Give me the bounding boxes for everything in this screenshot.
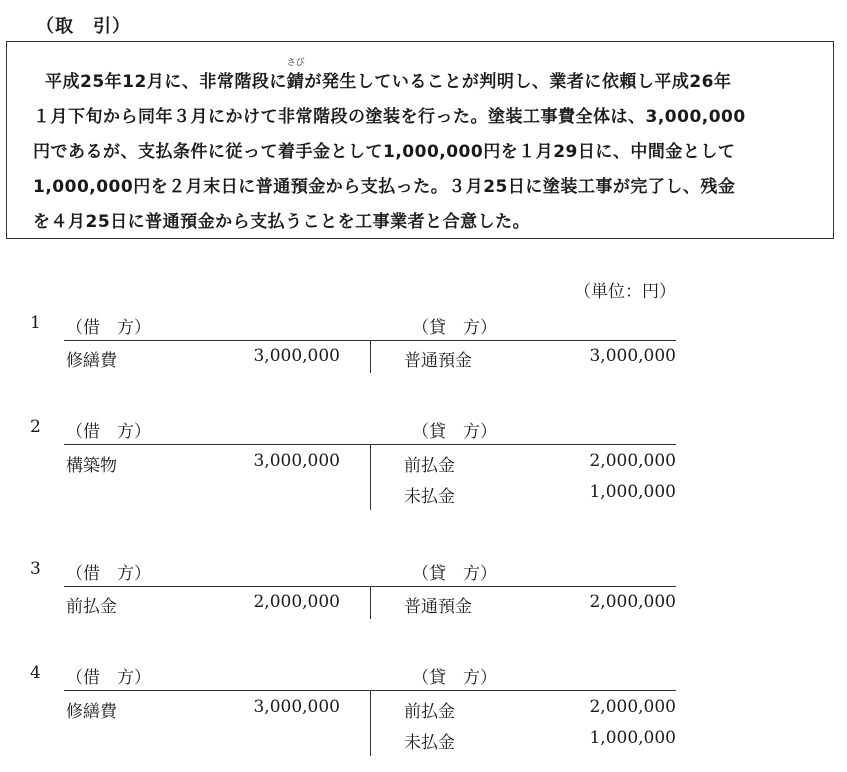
- credit-account: 普通預金: [404, 351, 472, 371]
- debit-amount: 3,000,000: [253, 451, 340, 471]
- debit-account: 構築物: [66, 456, 117, 476]
- credit-header: （貸 方）: [412, 318, 497, 338]
- ruby-annotated-kanji: [286, 58, 305, 92]
- t-account-vertical-rule: [370, 444, 371, 510]
- debit-account: 修繕費: [66, 351, 117, 371]
- debit-account: 前払金: [66, 597, 117, 617]
- debit-amount: 2,000,000: [253, 592, 340, 612]
- credit-account: 前払金: [404, 456, 455, 476]
- transaction-line-1: [45, 58, 732, 92]
- unit-label: （単位：円）: [574, 282, 676, 302]
- transaction-line-2: １月下旬から同年３月にかけて非常階段の塗装を行った。塗装工事費全体は、3,000,000: [33, 107, 746, 127]
- credit-header: （貸 方）: [412, 564, 497, 584]
- credit-amount: 1,000,000: [589, 728, 676, 748]
- answer-option-1[interactable]: [0, 310, 847, 380]
- credit-header: （貸 方）: [412, 668, 497, 688]
- credit-account: 前払金: [404, 702, 455, 722]
- transaction-line-1-start: 平成25年12月に、非常階段に: [45, 72, 287, 92]
- option-number: 2: [30, 417, 41, 437]
- option-number: 1: [30, 313, 41, 333]
- credit-account: 未払金: [404, 733, 455, 753]
- transaction-line-3: 円であるが、支払条件に従って着手金として1,000,000円を１月29日に、中間金として: [33, 142, 736, 162]
- answer-option-3[interactable]: [0, 556, 847, 626]
- option-number: 4: [30, 663, 41, 683]
- t-account-vertical-rule: [370, 340, 371, 373]
- debit-header: （借 方）: [66, 564, 151, 584]
- answer-option-4[interactable]: [0, 660, 847, 760]
- transaction-line-5: を４月25日に普通預金から支払うことを工事業者と合意した。: [33, 212, 531, 232]
- credit-amount: 2,000,000: [589, 451, 676, 471]
- answer-option-2[interactable]: [0, 414, 847, 514]
- credit-amount: 1,000,000: [589, 482, 676, 502]
- debit-amount: 3,000,000: [253, 697, 340, 717]
- debit-amount: 3,000,000: [253, 346, 340, 366]
- credit-amount: 3,000,000: [589, 346, 676, 366]
- credit-amount: 2,000,000: [589, 697, 676, 717]
- credit-amount: 2,000,000: [589, 592, 676, 612]
- option-number: 3: [30, 559, 41, 579]
- transaction-line-4: 1,000,000円を２月末日に普通預金から支払った。３月25日に塗装工事が完了し、残金: [33, 177, 736, 197]
- ruby-reading: さび: [286, 58, 305, 68]
- debit-account: 修繕費: [66, 702, 117, 722]
- credit-account: 普通預金: [404, 597, 472, 617]
- transaction-line-1-end: が発生していることが判明し、業者に依頼し平成26年: [304, 72, 732, 92]
- section-heading: （取 引）: [36, 16, 131, 37]
- debit-header: （借 方）: [66, 318, 151, 338]
- debit-header: （借 方）: [66, 668, 151, 688]
- ruby-base: 錆: [286, 72, 305, 92]
- t-account-vertical-rule: [370, 690, 371, 756]
- credit-account: 未払金: [404, 487, 455, 507]
- credit-header: （貸 方）: [412, 422, 497, 442]
- transaction-box: [6, 41, 834, 239]
- debit-header: （借 方）: [66, 422, 151, 442]
- t-account-vertical-rule: [370, 586, 371, 619]
